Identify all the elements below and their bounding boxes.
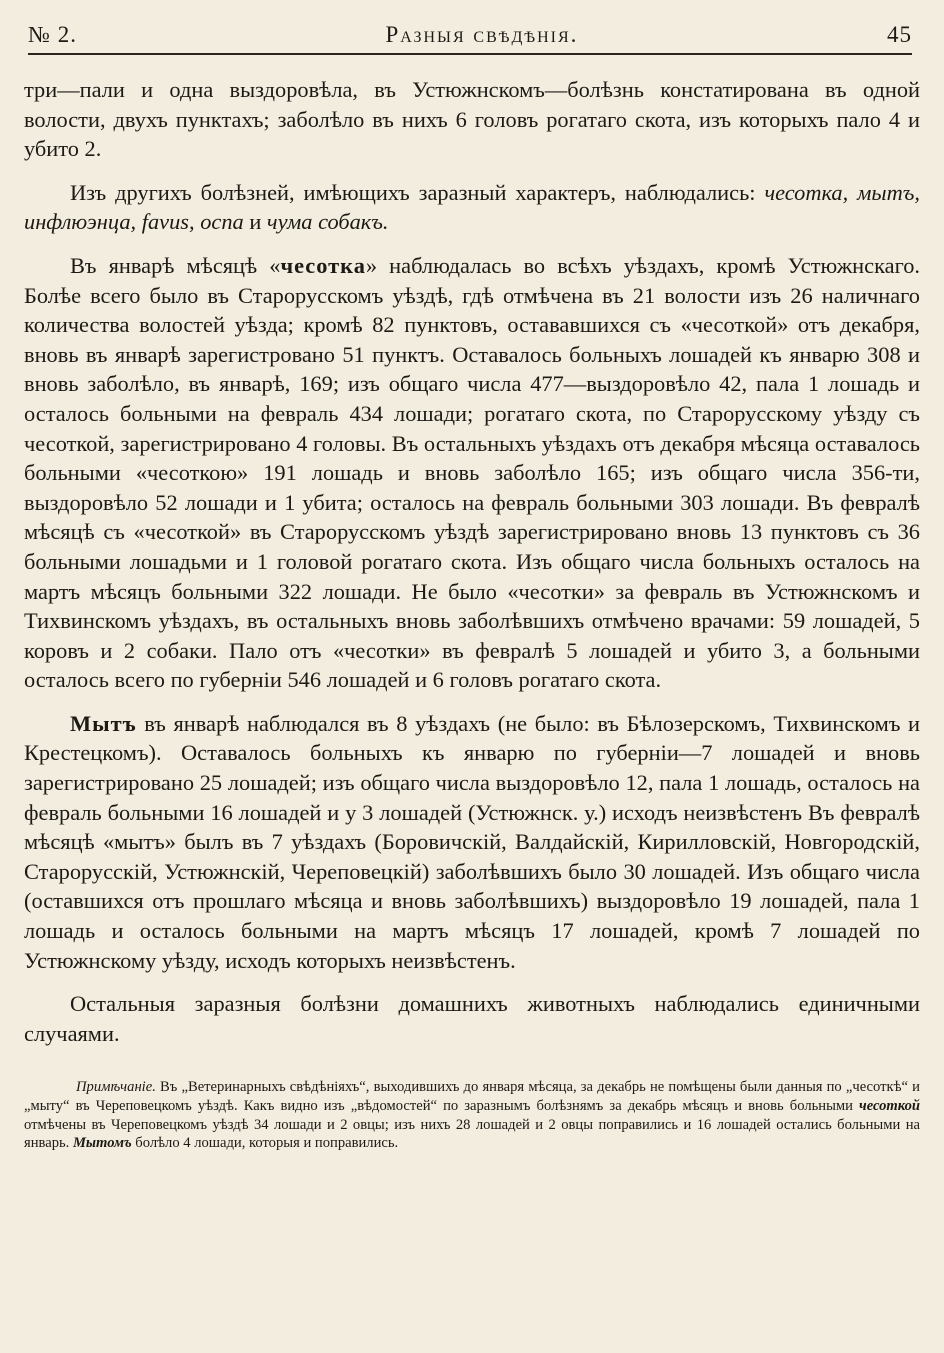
article-body [24, 75, 920, 1153]
footnote [24, 1078, 920, 1152]
paragraph-4 [24, 709, 920, 975]
keyword-chesotka: чесотка [280, 252, 366, 278]
page-number: 45 [886, 22, 912, 47]
paragraph-2-text: Изъ другихъ болѣзней, имѣющихъ заразный характеръ, наблюдались: [70, 179, 756, 205]
document-page [24, 22, 920, 1167]
disease-last: чума собакъ. [266, 209, 389, 235]
section-title: Разныя свѣдѣнія. [385, 22, 579, 47]
footnote-word-1: чесоткой [859, 1098, 920, 1114]
paragraph-2 [24, 178, 920, 237]
paragraph-3 [24, 251, 920, 695]
running-header [28, 22, 912, 55]
footnote-word-2: Мытомъ [72, 1135, 132, 1152]
paragraph-3-rest: » наблюдалась во всѣхъ уѣздахъ, кромѣ Устюжнскаго. Болѣе всего было въ Старорусскомъ уѣздѣ, гдѣ отмѣчена въ 21 волости изъ 26 наличнаго количества волостей уѣзда; кромѣ 82 пунктовъ, остававшихся съ «чесоткой» отъ декабря, вновь въ январѣ зарегистровано 51 пунктъ. Оставалось больныхъ лошадей къ январю 308 и вновь заболѣло, въ январѣ, 169; изъ общаго числа 477—выздоровѣло 42, пала 1 лошадь и осталось больными на февраль 434 лошади; рогатаго скота, по Старорусскому уѣзду съ чесоткой, зарегистрировано 4 головы. Въ остальныхъ уѣздахъ отъ декабря мѣсяца оставалось больными «чесоткою» 191 лошадь и вновь заболѣло 165; изъ общаго числа 356-ти, выздоровѣло 52 лошади и 1 убита; осталось на февраль больными 303 лошади. Въ февралѣ мѣсяцѣ съ «чесоткой» въ Старорусскомъ уѣздѣ зарегистрировано вновь 13 пунктовъ съ 36 больными лошадьми и 1 головой рогатаго скота. Изъ общаго числа больныхъ осталось на мартъ мѣсяцъ больными 322 лошади. Не было «чесотки» за февраль въ Устюжнскомъ и Тихвинскомъ уѣздахъ, въ остальныхъ вновь заболѣвшихъ отмѣчено врачами: 59 лошадей, 5 коровъ и 2 собаки. Пало отъ «чесотки» въ февралѣ 5 лошадей и убито 3, а больными осталось всего по губерніи 546 лошадей и 6 головъ рогатаго скота. [24, 252, 920, 693]
paragraph-3-start: Въ январѣ мѣсяцѣ « [70, 252, 281, 278]
issue-number: № 2. [28, 22, 77, 47]
paragraph-1: три—пали и одна выздоровѣла, въ Устюжнскомъ—болѣзнь констатирована въ одной волости, двухъ пунктахъ; заболѣло въ нихъ 6 головъ рогатаго скота, изъ которыхъ пало 4 и убито 2. [24, 77, 920, 162]
footnote-text-2: отмѣчены въ Череповецкомъ уѣздѣ 34 лошади и 2 овцы; изъ нихъ 28 лошадей и 2 овцы поправились и 16 лошадей остались больными на январь. [24, 1116, 920, 1152]
disease-list: чесотка, мытъ, инфлюэнца, favus, оспа [24, 179, 920, 235]
paragraph-4-rest: въ январѣ наблюдался въ 8 уѣздахъ (не было: въ Бѣлозерскомъ, Тихвинскомъ и Крестецкомъ). Оставалось больныхъ къ январю по губерніи—7 лошадей и вновь зарегистрировано 25 лошадей; изъ общаго числа выздоровѣло 12, пала 1 лошадь, осталось на февраль больными 16 лошадей и у 3 лошадей (Устюжнск. у.) исходъ неизвѣстенъ Въ февралѣ мѣсяцѣ «мытъ» былъ въ 7 уѣздахъ (Боровичскій, Валдайскій, Кирилловскій, Новгородскій, Старорусскій, Устюжнскій, Череповецкій) заболѣвшихъ было 30 лошадей. Изъ общаго числа (оставшихся отъ прошлаго мѣсяца и вновь заболѣвшихъ) выздоровѣло 19 лошадей, пала 1 лошадь и осталось больными на мартъ мѣсяцъ 17 лошадей, кромѣ 7 лошадей по Устюжнскому уѣзду, исходъ которыхъ неизвѣстенъ. [24, 710, 920, 973]
conjunction: и [249, 209, 262, 235]
footnote-text-1: Въ „Ветеринарныхъ свѣдѣніяхъ“, выходившихъ до января мѣсяца, за декабрь не помѣщены были данныя по „чесоткѣ“ и „мыту“ въ Череповецкомъ уѣздѣ. Какъ видно изъ „вѣдомостей“ по заразнымъ болѣзнямъ за декабрь мѣсяцъ и вновь больными [24, 1079, 920, 1114]
keyword-myt: Мытъ [70, 710, 137, 736]
footnote-text-3: болѣло 4 лошади, которыя и поправились. [131, 1135, 399, 1152]
footnote-label: Примѣчаніе. [76, 1079, 156, 1096]
paragraph-5: Остальныя заразныя болѣзни домашнихъ животныхъ наблюдались единичными случаями. [24, 991, 920, 1046]
